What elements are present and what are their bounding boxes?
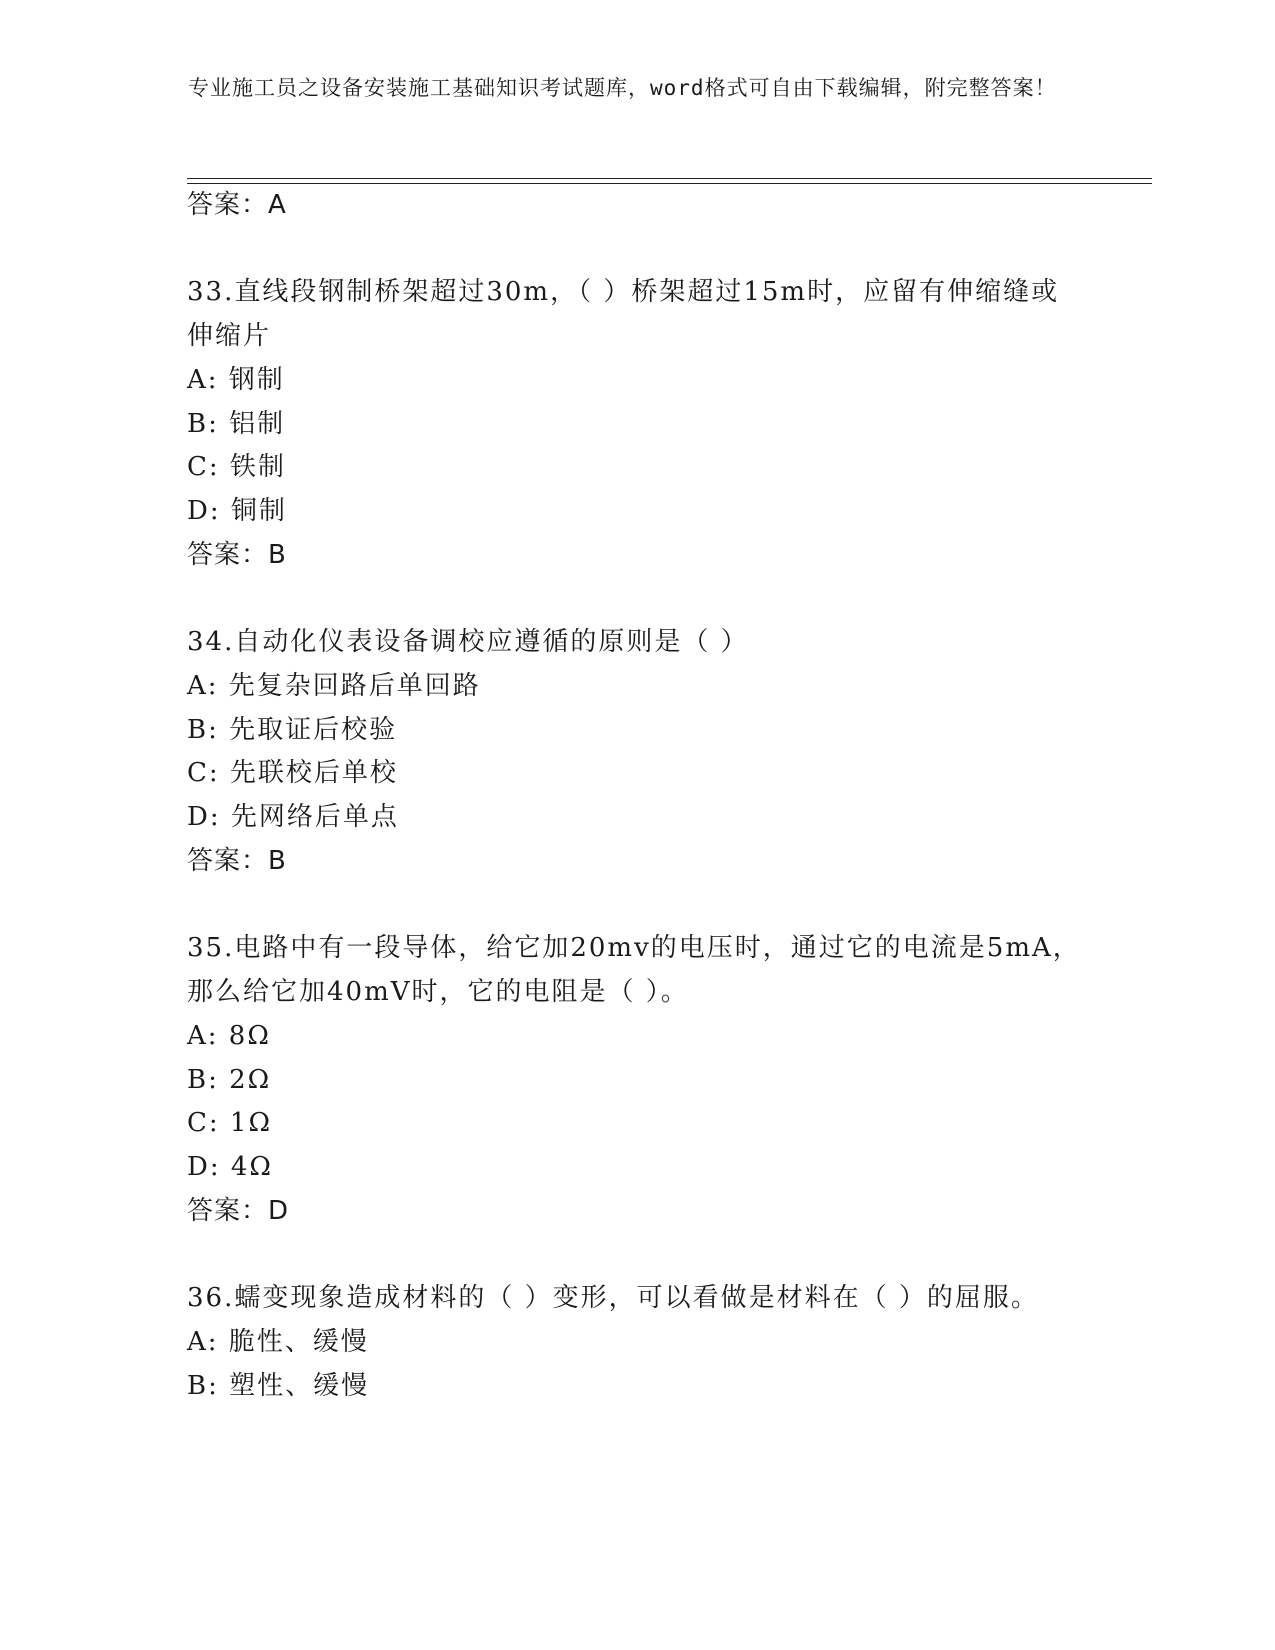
question-36-option-a: A: 脆性、缓慢	[187, 1327, 369, 1357]
question-35-option-a: A: 8Ω	[187, 1021, 271, 1051]
question-35-option-c: C: 1Ω	[187, 1108, 273, 1138]
question-33-option-d: D: 铜制	[187, 496, 287, 526]
document-header: 专业施工员之设备安装施工基础知识考试题库，word格式可自由下载编辑，附完整答案！	[188, 76, 1057, 100]
question-34-option-a: A: 先复杂回路后单回路	[187, 671, 481, 701]
question-35-text: 35.电路中有一段导体，给它加20mv的电压时，通过它的电流是5mA，	[187, 933, 1081, 963]
question-33-text-cont: 伸缩片	[187, 321, 272, 351]
question-35-answer: 答案：D	[187, 1196, 290, 1226]
question-33-option-c: C: 铁制	[187, 452, 286, 482]
header-divider-top	[187, 178, 1152, 179]
question-33-option-b: B: 铝制	[187, 409, 286, 439]
answer-prev: 答案：A	[187, 190, 287, 220]
question-34-answer: 答案：B	[187, 846, 287, 876]
question-36-text: 36.蠕变现象造成材料的（ ）变形，可以看做是材料在（ ）的屈服。	[187, 1283, 1039, 1313]
question-36-option-b: B: 塑性、缓慢	[187, 1371, 370, 1401]
question-34-option-d: D: 先网络后单点	[187, 802, 399, 832]
question-35-option-b: B: 2Ω	[187, 1065, 272, 1095]
header-divider-bottom	[187, 183, 1152, 184]
question-33-option-a: A: 钢制	[187, 365, 285, 395]
question-34-option-b: B: 先取证后校验	[187, 715, 398, 745]
question-33-answer: 答案：B	[187, 540, 287, 570]
question-34-option-c: C: 先联校后单校	[187, 758, 398, 788]
question-34-text: 34.自动化仪表设备调校应遵循的原则是（ ）	[187, 627, 749, 657]
question-35-option-d: D: 4Ω	[187, 1152, 273, 1182]
question-33-text: 33.直线段钢制桥架超过30m，（ ）桥架超过15m时，应留有伸缩缝或	[187, 277, 1060, 307]
question-35-text-cont: 那么给它加40mV时，它的电阻是（ ）。	[187, 977, 689, 1007]
